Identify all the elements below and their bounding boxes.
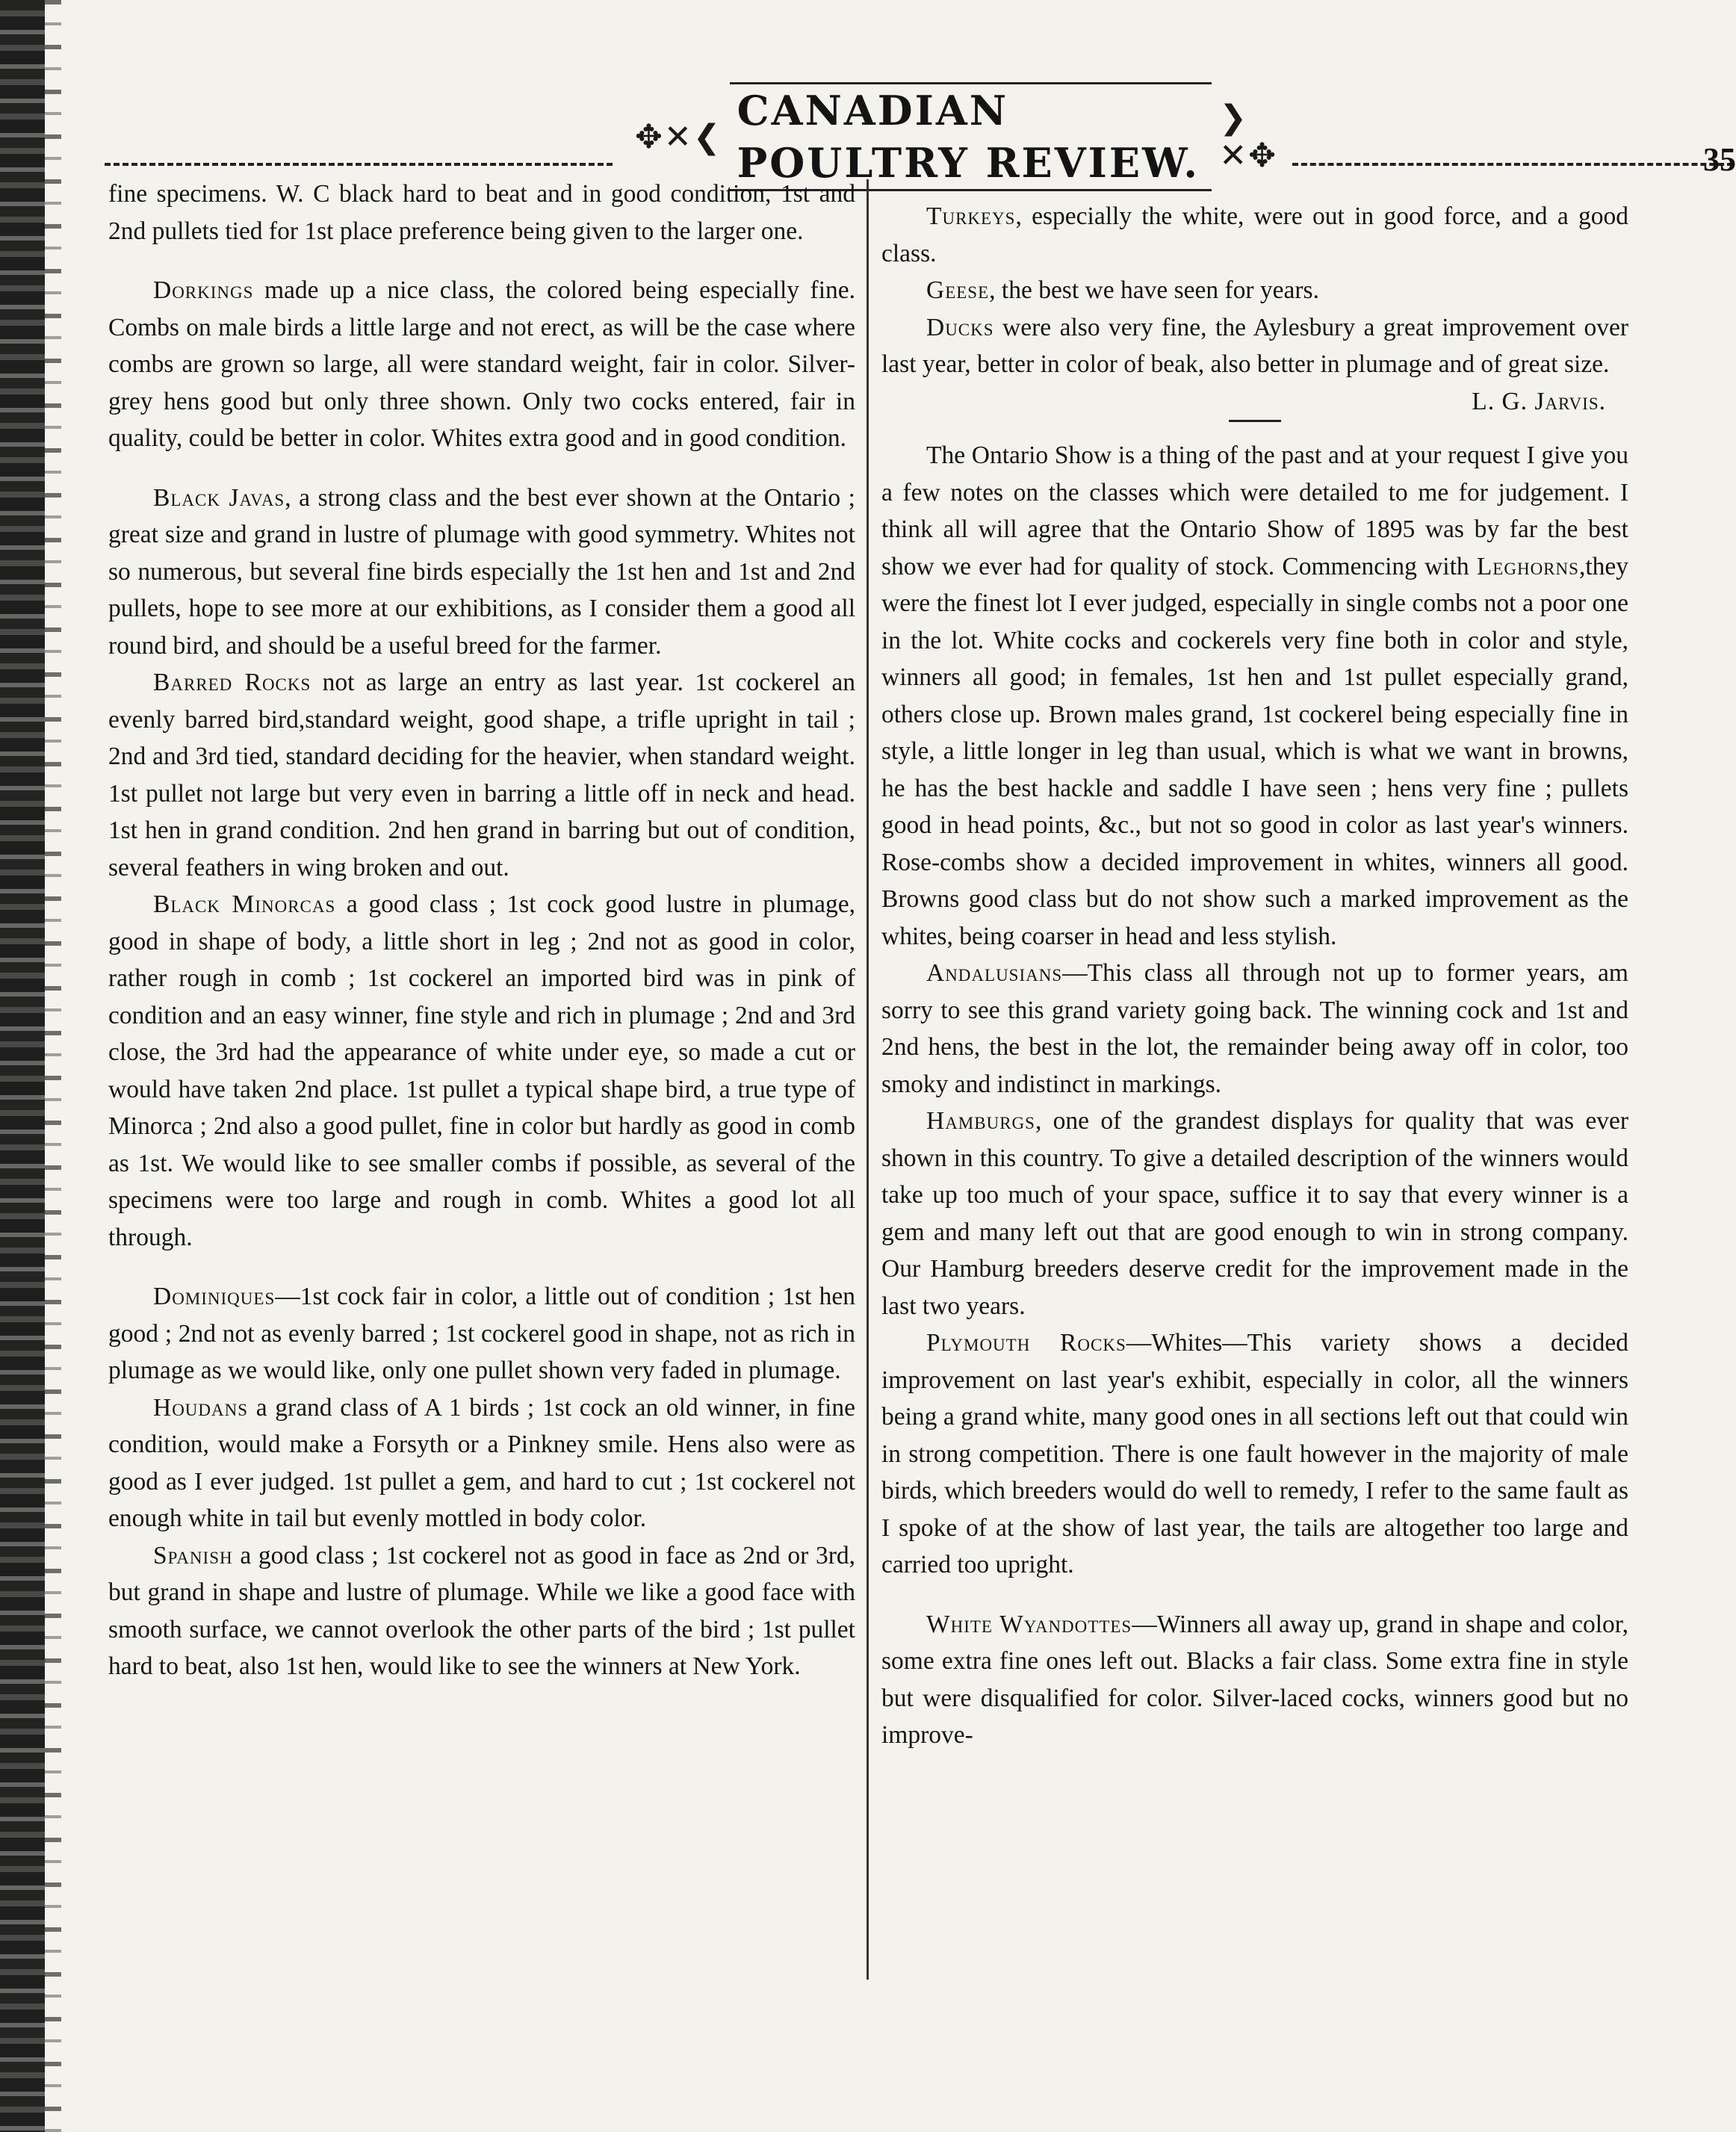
breed-heading: Dorkings <box>153 276 254 304</box>
page-number: 35 <box>1703 141 1736 178</box>
breed-heading: Andalusians <box>926 959 1063 987</box>
paragraph-dominiques: Dominiques—1st cock fair in color, a little out of condition ; 1st hen good ; 2nd not as evenly barred ; 1st cockerel good in shape, not as rich in plumage as we would like, only one pullet shown very faded in plumage. <box>108 1283 855 1384</box>
paragraph-geese: Geese, the best we have seen for years. <box>926 276 1319 304</box>
paragraph-houdans: Houdans a grand class of A 1 birds ; 1st cock an old winner, in fine condition, would make a Forsyth or a Pinkney smile. Hens also were as good as I ever judged. 1st pullet a gem, and hard to cut ; 1st cockerel not enough white in tail but evenly mottled in body color. <box>108 1393 855 1532</box>
breed-heading: Dominiques <box>153 1283 276 1310</box>
paragraph-white-wyandottes: White Wyandottes—Winners all away up, grand in shape and color, some extra fine ones left out. Blacks a fair class. Some extra fine in style but were disqualified for color. Silver-laced cocks, winners good but no improve- <box>881 1610 1628 1749</box>
breed-heading: Turkeys <box>926 202 1016 230</box>
breed-heading: Houdans <box>153 1393 249 1422</box>
breed-heading: Barred Rocks <box>153 669 311 696</box>
breed-heading: White Wyandottes <box>926 1610 1132 1638</box>
ornament-left-icon: ✥✕❮ <box>635 117 722 156</box>
paragraph-plymouth-rocks: Plymouth Rocks—Whites—This variety shows a decided improvement on last year's exhibit, especially in color, all the winners being a grand white, many good ones in all sections left out that could win in strong competition. There is one fault however in the majority of male birds, which breeders would do well to remedy, I refer to the same fault as I spoke of at the show of last year, the tails are altogether too large and carried too upright. <box>881 1329 1628 1578</box>
breed-heading: Geese <box>926 276 990 304</box>
header-rule-left <box>105 163 613 166</box>
masthead <box>627 87 1285 187</box>
publication-title: CANADIAN POULTRY REVIEW. <box>730 82 1212 191</box>
paragraph-black-javas: Black Javas, a strong class and the best ever shown at the Ontario ; great size and grand in lustre of plumage with good symmetry. Whites not so numerous, but several fine birds especially the 1st hen and 1st and 2nd pullets, hope to see more at our exhibitions, as I consider them a good all round bird, and should be a useful breed for the farmer. <box>108 483 855 660</box>
paragraph-hamburgs: Hamburgs, one of the grandest displays for quality that was ever shown in this country. To give a detailed description of the winners would take up too much of your space, suffice it to say that every winner is a gem and many left out that are good enough to win in strong company. Our Hamburg breeders deserve credit for the improvement made in the last two years. <box>881 1107 1628 1320</box>
breed-heading: Hamburgs <box>926 1107 1035 1135</box>
breed-heading: Plymouth Rocks <box>926 1329 1126 1357</box>
breed-heading: Ducks <box>926 313 994 341</box>
paragraph-ontario-show: The Ontario Show is a thing of the past and at your request I give you a few notes on the classes which were detailed to me for judgement. I think all will agree that the Ontario Show of 1895 was by far the best show we ever had for quality of stock. Commencing with Leghorns,they were the finest lot I ever judged, especially in single combs not a poor one in the lot. White cocks and cockerels very fine both in color and style, winners all good; in females, 1st hen and 1st pullet especially grand, others close up. Brown males grand, 1st cockerel being especially fine in style, a little longer in leg than usual, which is what we want in browns, he has the best hackle and saddle I have seen ; hens very fine ; pullets good in head points, &c., but not so good in color as last year's winners. Rose-combs show a decided improvement in whites, winners all good. Browns good class but do not show such a marked improvement as the whites, being coarser in head and less stylish. <box>881 441 1628 950</box>
paragraph-andalusians: Andalusians—This class all through not up to former years, am sorry to see this grand variety going back. The winning cock and 1st and 2nd hens, the best in the lot, the remainder being away off in color, too smoky and indistinct in markings. <box>881 959 1628 1098</box>
section-rule <box>1229 420 1281 422</box>
paragraph: fine specimens. W. C black hard to beat and in good condition, 1st and 2nd pullets tied for 1st place preference being given to the larger one. <box>108 180 855 245</box>
left-column <box>108 176 855 1685</box>
paragraph-dorkings: Dorkings made up a nice class, the colored being especially fine. Combs on male birds a little large and not erect, as will be the case where combs are grown so large, all were standard weight, fair in color. Silver-grey hens good but only three shown. Only two cocks entered, fair in quality, could be better in color. Whites extra good and in good condition. <box>108 276 855 452</box>
paragraph-spanish: Spanish a good class ; 1st cockerel not as good in face as 2nd or 3rd, but grand in shape and lustre of plumage. While we like a good face with smooth surface, we cannot overlook the other parts of the bird ; 1st pullet hard to beat, also 1st hen, would like to see the winners at New York. <box>108 1541 855 1680</box>
signature: L. G. Jarvis. <box>1472 387 1606 415</box>
scan-shadow <box>45 0 61 2132</box>
breed-heading: Black Javas <box>153 483 285 512</box>
paragraph-ducks: Ducks were also very fine, the Aylesbury a great improvement over last year, better in color of beak, also better in plumage and of great size. L. G. Jarvis. <box>881 309 1628 383</box>
column-divider <box>867 179 869 1980</box>
breed-heading: Spanish <box>153 1541 233 1569</box>
paragraph-black-minorcas: Black Minorcas a good class ; 1st cock good lustre in plumage, good in shape of body, a little short in leg ; 2nd not as good in color, rather rough in comb ; 1st cockerel an imported bird was in pink of condition and an easy winner, fine style and rich in plumage ; 2nd and 3rd close, the 3rd had the appearance of white under eye, so made a cut or would have taken 2nd place. 1st pullet a typical shape bird, a true type of Minorca ; 2nd also a good pullet, fine in color but hardly as good in comb as 1st. We would like to see smaller combs if possible, as several of the specimens were too large and rough in comb. Whites a good lot all through. <box>108 890 856 1251</box>
right-column <box>881 176 1628 1754</box>
breed-heading: Black Minorcas <box>153 890 336 918</box>
paragraph-turkeys: Turkeys, especially the white, were out in good force, and a good class. <box>881 202 1628 267</box>
scan-binding-edge <box>0 0 45 2132</box>
header-rule-right <box>1292 163 1733 166</box>
ornament-right-icon: ❯✕✥ <box>1219 99 1277 175</box>
page-header <box>105 87 1736 187</box>
paragraph-barred-rocks: Barred Rocks not as large an entry as last year. 1st cockerel an evenly barred bird,standard weight, good shape, a trifle upright in tail ; 2nd and 3rd tied, standard deciding for the heavier, when standard weight. 1st pullet not large but very even in barring a little off in neck and head. 1st hen in grand condition. 2nd hen grand in barring but out of condition, several feathers in wing broken and out. <box>108 669 855 881</box>
breed-heading: Leghorns <box>1476 552 1579 580</box>
